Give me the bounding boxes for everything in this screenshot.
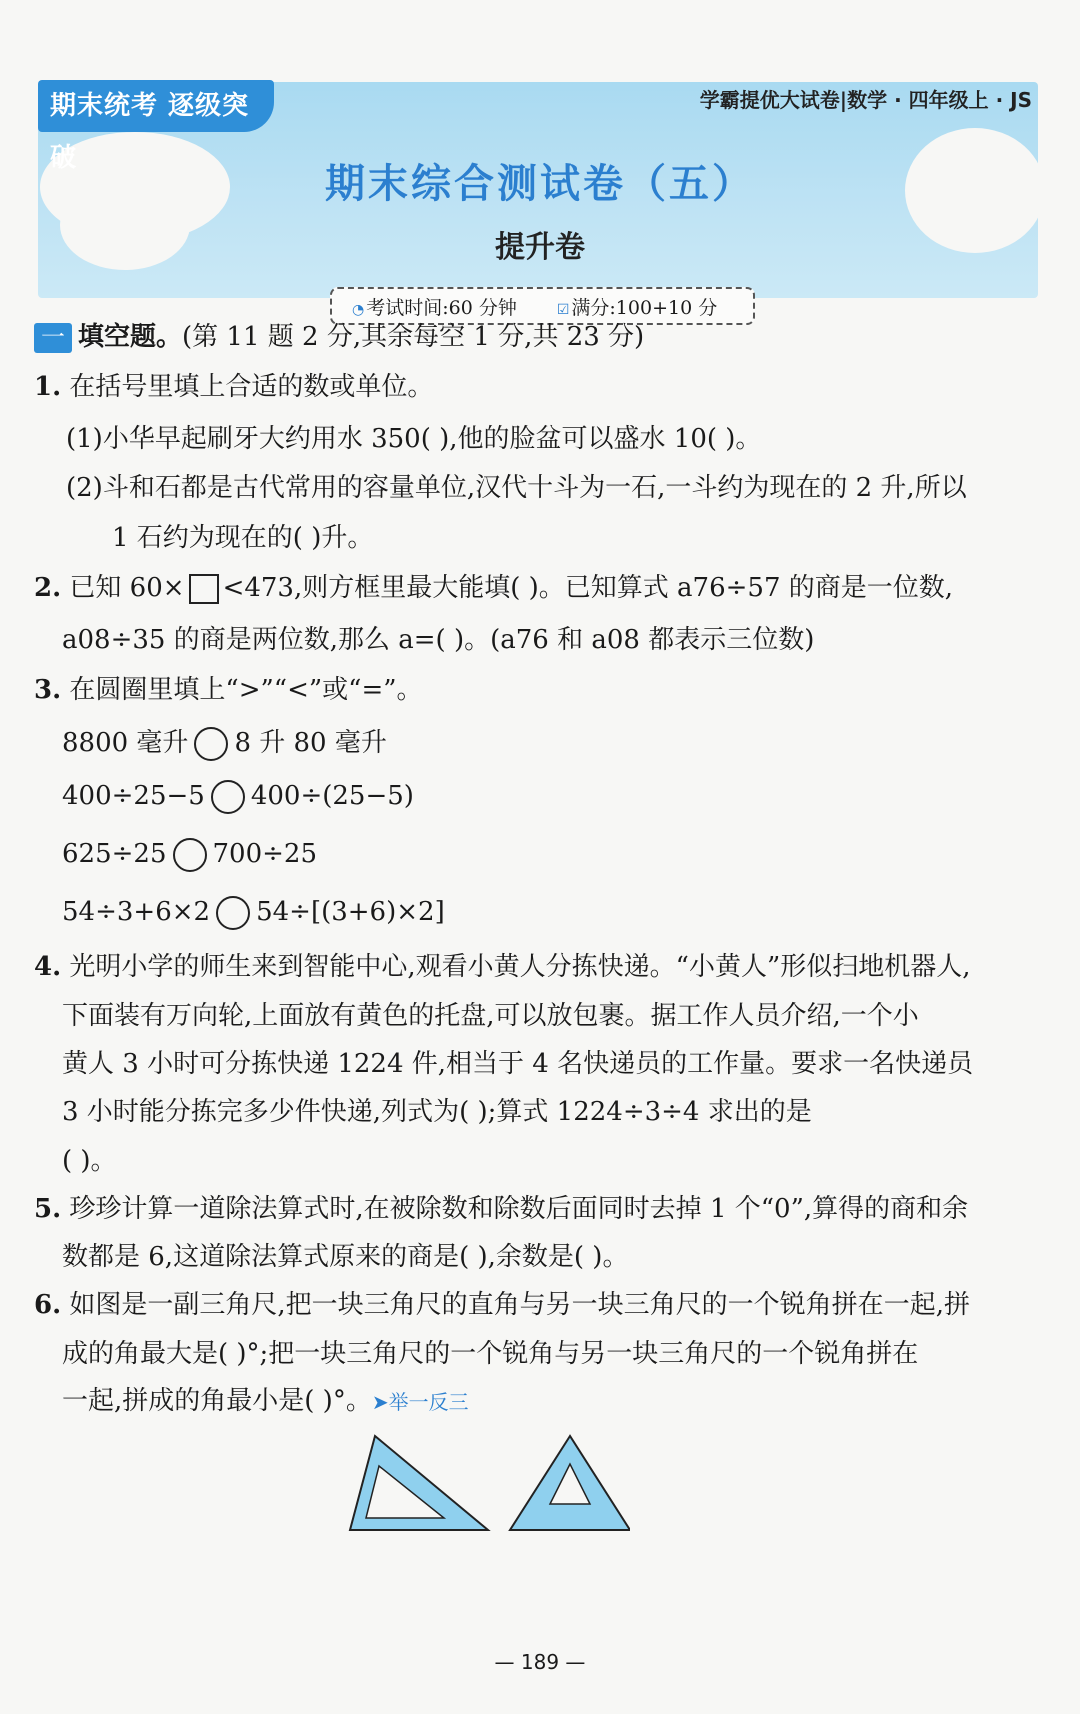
question-6-line-3: [62, 1380, 469, 1417]
question-2-line-2: a08÷35 的商是两位数,那么 a=( )。(a76 和 a08 都表示三位数): [62, 625, 815, 655]
compare-left: 8800 毫升: [62, 728, 189, 758]
section-title: 填空题。: [78, 322, 183, 352]
compare-left: 54÷3+6×2: [62, 897, 211, 927]
question-number: 4.: [34, 952, 62, 982]
answer-circle: [173, 838, 207, 872]
question-5-line-2: 数都是 6,这道除法算式原来的商是( ),余数是( )。: [62, 1242, 629, 1272]
question-number: 6.: [34, 1290, 62, 1320]
question-1-stem: [34, 366, 433, 403]
page-subtitle: 提升卷: [495, 230, 585, 265]
question-text: 如图是一副三角尺,把一块三角尺的直角与另一块三角尺的一个锐角拼在一起,拼: [69, 1290, 970, 1320]
question-4-line-5: ( )。: [62, 1146, 117, 1176]
compare-right: 400÷(25−5): [250, 781, 414, 811]
question-text: 在括号里填上合适的数或单位。: [69, 372, 434, 402]
question-text: 在圆圈里填上“>”“<”或“=”。: [69, 675, 423, 705]
question-4-line-2: 下面装有万向轮,上面放有黄色的托盘,可以放包裹。据工作人员介绍,一个小: [62, 1001, 919, 1031]
compare-right: 54÷[(3+6)×2]: [256, 897, 445, 927]
set-square-45: [510, 1436, 630, 1530]
set-square-30-60: [350, 1436, 488, 1530]
book-series-label: 学霸提优大试卷|数学 · 四年级上 · JS: [699, 88, 1032, 112]
clock-icon: ◔: [352, 301, 365, 318]
question-6-line-2: 成的角最大是( )°;把一块三角尺的一个锐角与另一块三角尺的一个锐角拼在: [62, 1339, 919, 1369]
question-3-stem: [34, 669, 423, 706]
set-squares-figure: [340, 1430, 630, 1540]
related-practice-link[interactable]: ➤举一反三: [371, 1390, 469, 1414]
question-text: 光明小学的师生来到智能中心,观看小黄人分拣快递。“小黄人”形似扫地机器人,: [69, 952, 971, 982]
question-6-line-1: [34, 1284, 970, 1321]
question-4-line-3: 黄人 3 小时可分拣快递 1224 件,相当于 4 名快递员的工作量。要求一名快递员: [62, 1049, 974, 1079]
compare-row: [62, 896, 445, 930]
question-1-part-2: (2)斗和石都是古代常用的容量单位,汉代十斗为一石,一斗约为现在的 2 升,所以: [66, 473, 967, 503]
question-number: 3.: [34, 675, 62, 705]
section-note: (第 11 题 2 分,其余每空 1 分,共 23 分): [182, 322, 645, 352]
question-number: 5.: [34, 1194, 62, 1224]
question-number: 1.: [34, 372, 62, 402]
exam-score-text: 满分:100+10 分: [571, 296, 718, 319]
page-title: 期末综合测试卷（五）: [325, 160, 755, 207]
section-heading: [34, 316, 644, 353]
question-text: 一起,拼成的角最小是( )°。: [62, 1386, 372, 1416]
page-number: — 189 —: [494, 1650, 586, 1674]
question-4-line-4: 3 小时能分拣完多少件快递,列式为( );算式 1224÷3÷4 求出的是: [62, 1097, 812, 1127]
question-text: 珍珍计算一道除法算式时,在被除数和除数后面同时去掉 1 个“0”,算得的商和余: [69, 1194, 969, 1224]
exam-time-text: 考试时间:60 分钟: [366, 296, 517, 319]
compare-left: 400÷25−5: [62, 781, 205, 811]
question-2-line-1: [34, 567, 953, 604]
question-5-line-1: [34, 1188, 968, 1225]
answer-circle: [194, 727, 228, 761]
compare-row: [62, 722, 387, 761]
question-1-part-1: (1)小华早起刷牙大约用水 350( ),他的脸盆可以盛水 10( )。: [66, 424, 762, 454]
answer-square-box: [189, 574, 219, 604]
series-tag: 期末统考 逐级突破: [38, 80, 274, 132]
answer-circle: [211, 780, 245, 814]
question-text: <473,则方框里最大能填( )。已知算式 a76÷57 的商是一位数,: [222, 573, 954, 603]
compare-row: [62, 838, 317, 872]
compare-row: [62, 780, 414, 814]
compare-right: 8 升 80 毫升: [234, 728, 387, 758]
check-icon: ☑: [556, 301, 570, 318]
compare-left: 625÷25: [62, 839, 167, 869]
question-text: 已知 60×: [69, 573, 185, 603]
section-badge: 一: [34, 323, 72, 353]
question-4-line-1: [34, 946, 971, 983]
answer-circle: [216, 896, 250, 930]
question-number: 2.: [34, 573, 62, 603]
question-1-part-2-cont: 1 石约为现在的( )升。: [112, 523, 374, 553]
compare-right: 700÷25: [212, 839, 317, 869]
